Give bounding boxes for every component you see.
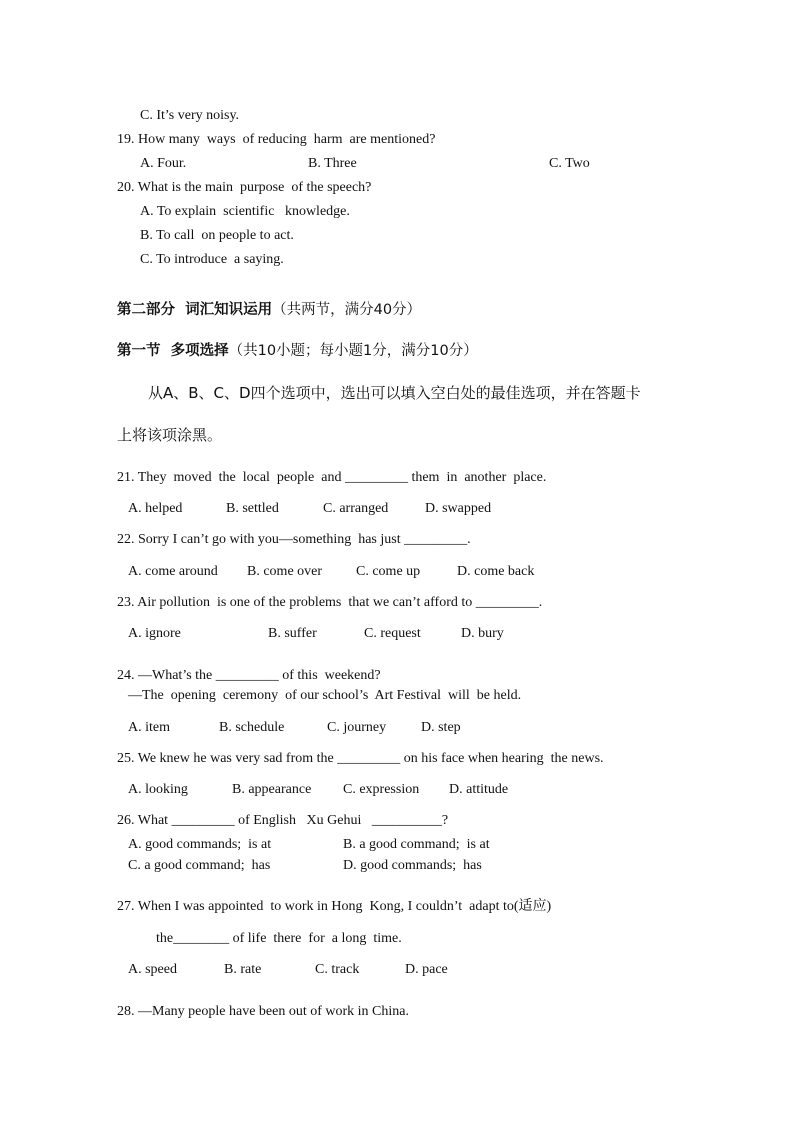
q24-option-b: B. schedule	[219, 720, 285, 735]
q24-stem-reply: —The opening ceremony of our school’s Art Festival will be held.	[128, 688, 522, 703]
section-one-heading	[117, 342, 478, 360]
q25-option-d: D. attitude	[449, 782, 509, 797]
q19-stem: 19. How many ways of reducing harm are mentioned?	[117, 132, 436, 147]
q21-option-a: A. helped	[128, 501, 183, 516]
q22-option-a: A. come around	[128, 564, 218, 579]
q27-option-d: D. pace	[405, 962, 448, 977]
q19-option-a: A. Four.	[140, 156, 187, 171]
q19-option-c: C. Two	[549, 156, 590, 171]
q27-stem-continued: the________ of life there for a long time.	[156, 931, 402, 946]
q26-option-c: C. a good command; has	[128, 858, 271, 873]
q25-option-b: B. appearance	[232, 782, 312, 797]
q28-stem: 28. —Many people have been out of work in China.	[117, 1004, 409, 1019]
q20-option-b: B. To call on people to act.	[140, 228, 294, 243]
q22-option-b: B. come over	[247, 564, 323, 579]
q20-option-a: A. To explain scientific knowledge.	[140, 204, 350, 219]
part-two-note: （共两节，满分40分）	[272, 302, 422, 318]
q27-stem: 27. When I was appointed to work in Hong Kong, I couldn’t adapt to(适应)	[117, 899, 552, 914]
q27-option-b: B. rate	[224, 962, 262, 977]
q26-option-b: B. a good command; is at	[343, 837, 490, 852]
q21-option-c: C. arranged	[323, 501, 389, 516]
q26-stem: 26. What _________ of English Xu Gehui __________?	[117, 813, 449, 828]
q22-stem: 22. Sorry I can’t go with you—something has just _________.	[117, 532, 471, 547]
q24-stem: 24. —What’s the _________ of this weekend?	[117, 668, 381, 683]
q21-stem: 21. They moved the local people and _________ them in another place.	[117, 470, 547, 485]
q20-stem: 20. What is the main purpose of the speech?	[117, 180, 372, 195]
q23-option-b: B. suffer	[268, 626, 317, 641]
q27-option-a: A. speed	[128, 962, 177, 977]
q18-option-c: C. It’s very noisy.	[140, 108, 240, 123]
q21-option-d: D. swapped	[425, 501, 492, 516]
q23-stem: 23. Air pollution is one of the problems that we can’t afford to _________.	[117, 595, 543, 610]
q25-option-c: C. expression	[343, 782, 420, 797]
q26-option-d: D. good commands; has	[343, 858, 482, 873]
section-one-title: 第一节 多项选择	[117, 343, 229, 359]
q26-option-a: A. good commands; is at	[128, 837, 272, 852]
q24-option-c: C. journey	[327, 720, 387, 735]
instructions-line-1: 从A、B、C、D四个选项中，选出可以填入空白处的最佳选项，并在答题卡	[148, 384, 641, 402]
q19-option-b: B. Three	[308, 156, 357, 171]
q27-option-c: C. track	[315, 962, 360, 977]
q22-option-d: D. come back	[457, 564, 535, 579]
q24-option-a: A. item	[128, 720, 170, 735]
q20-option-c: C. To introduce a saying.	[140, 252, 284, 267]
q21-option-b: B. settled	[226, 501, 279, 516]
q23-option-c: C. request	[364, 626, 421, 641]
q25-stem: 25. We knew he was very sad from the _________ on his face when hearing the news.	[117, 751, 604, 766]
instructions-line-2: 上将该项涂黑。	[117, 426, 223, 444]
q24-option-d: D. step	[421, 720, 461, 735]
q23-option-a: A. ignore	[128, 626, 181, 641]
part-two-title: 第二部分 词汇知识运用	[117, 302, 273, 318]
part-two-heading	[117, 301, 421, 319]
q25-option-a: A. looking	[128, 782, 188, 797]
section-one-note: （共10小题；每小题1分，满分10分）	[228, 343, 478, 359]
q23-option-d: D. bury	[461, 626, 504, 641]
q22-option-c: C. come up	[356, 564, 421, 579]
